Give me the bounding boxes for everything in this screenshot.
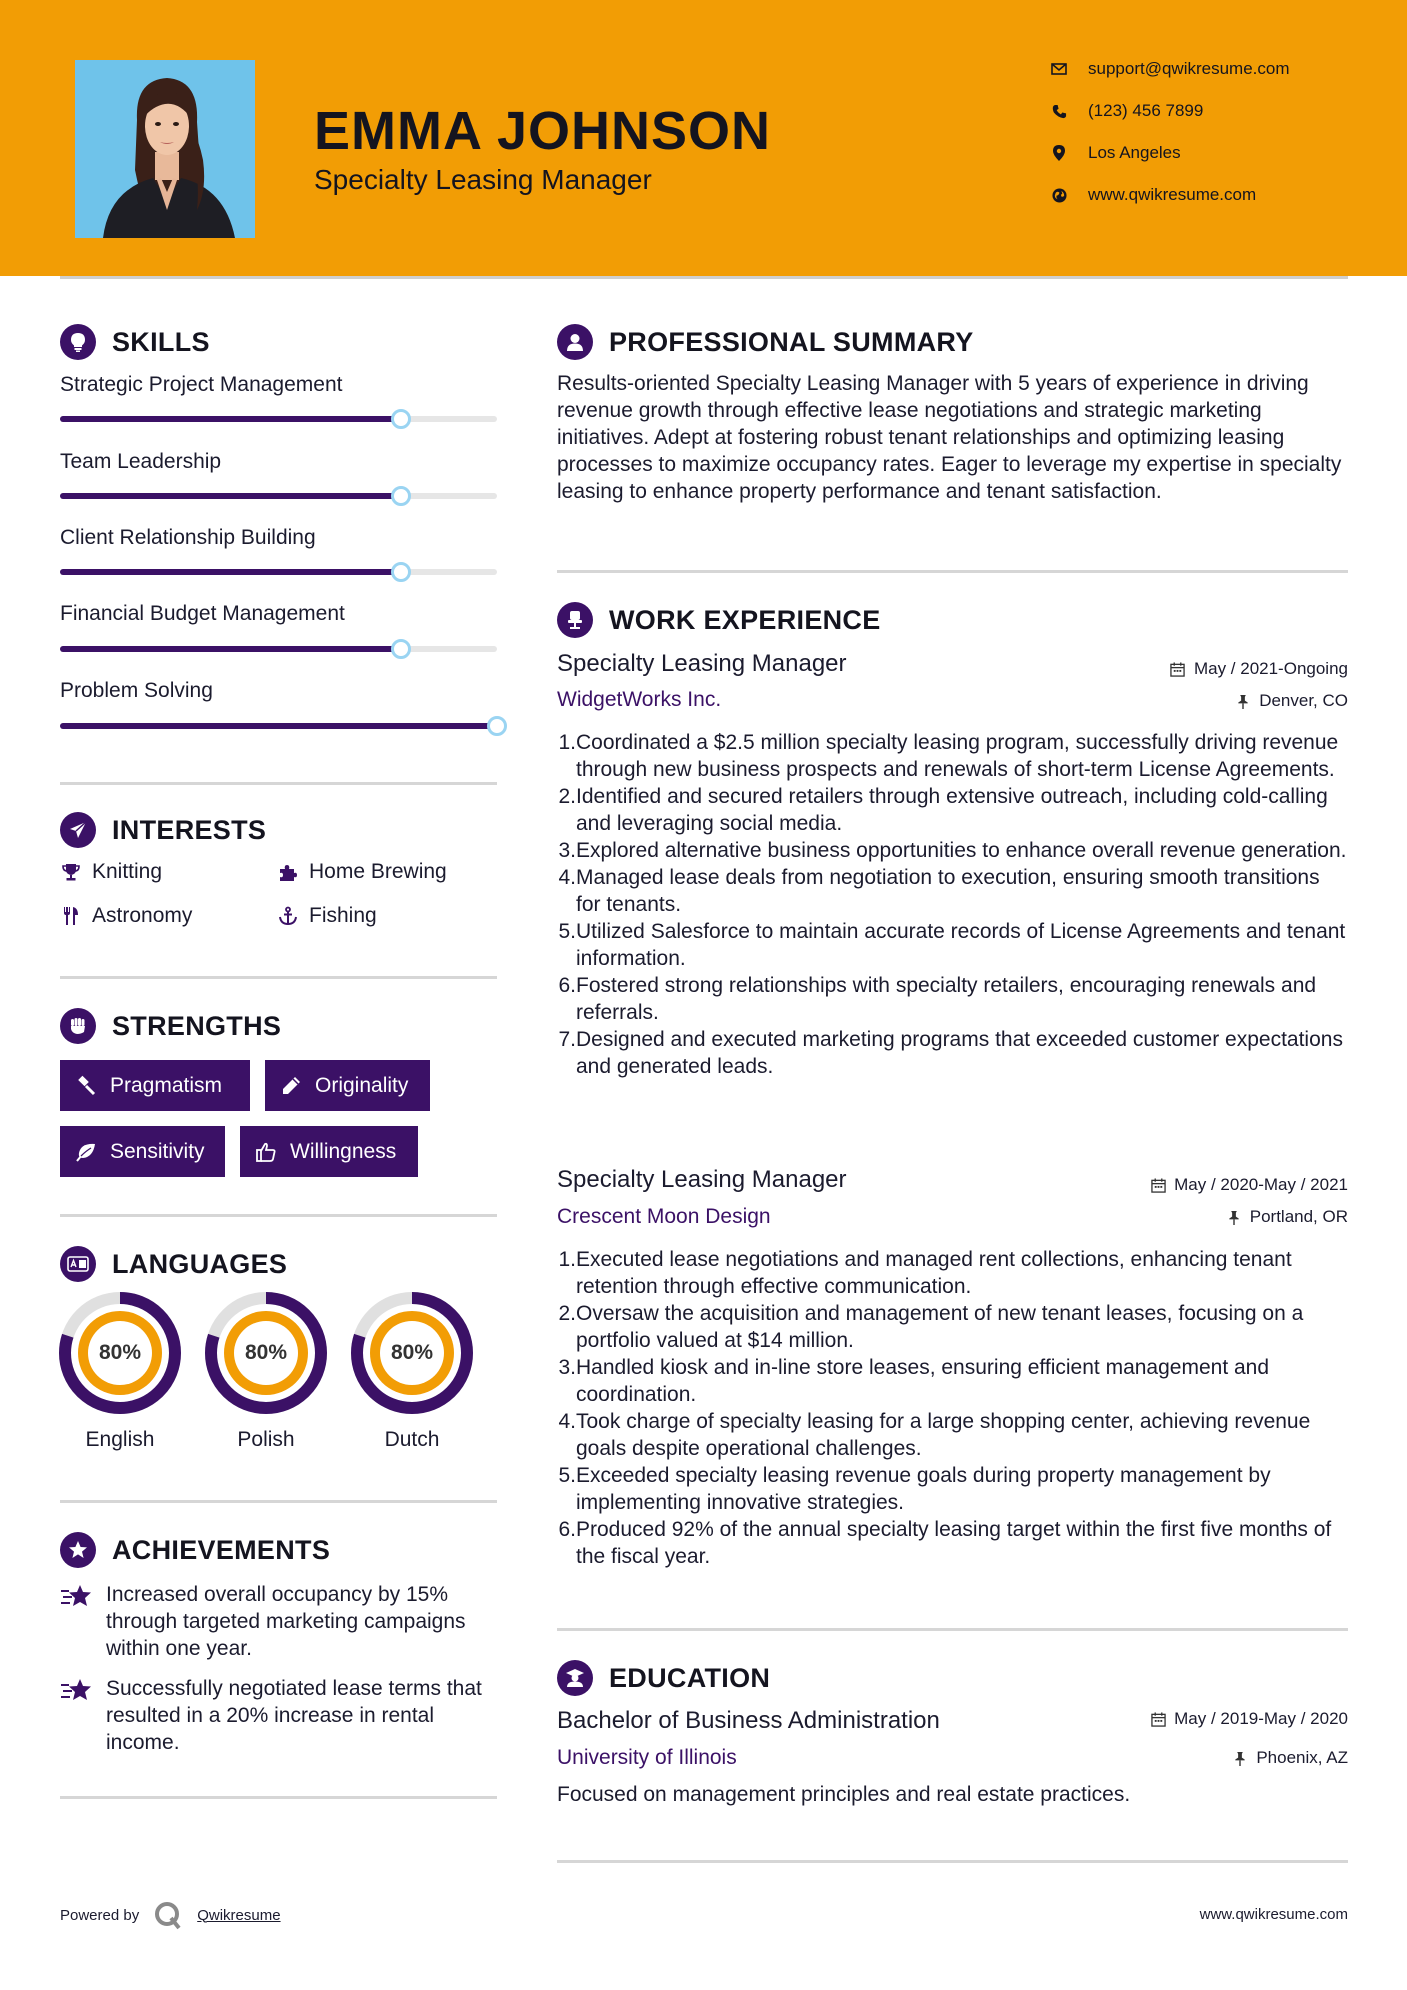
job-dates	[1150, 1175, 1348, 1195]
gavel-icon	[74, 1074, 98, 1098]
responsibility-item: 1. Executed lease negotiations and managed rent collections, enhancing tenant retention through effective communication.	[558, 1248, 1292, 1298]
languages-title: LANGUAGES	[112, 1248, 288, 1279]
responsibility-item: 4. Managed lease deals from negotiation to execution, ensuring smooth transitions for tenants.	[558, 866, 1320, 916]
job-title: Specialty Leasing Manager	[557, 1166, 847, 1193]
responsibility-item: 5. Utilized Salesforce to maintain accurate records of License Agreements and tenant information.	[558, 920, 1346, 970]
job-location-text: Denver, CO	[1259, 691, 1348, 710]
phone-icon	[1050, 102, 1068, 120]
education-dates	[1150, 1709, 1348, 1729]
experience-title: WORK EXPERIENCE	[609, 604, 881, 635]
responsibility-item: 4. Took charge of specialty leasing for a large shopping center, achieving revenue goals despite operational challenges.	[558, 1410, 1311, 1460]
strength-label: Sensitivity	[110, 1139, 205, 1163]
experience-heading	[557, 602, 881, 638]
job-location-text: Portland, OR	[1249, 1207, 1348, 1226]
language-percent: 80%	[244, 1341, 288, 1364]
education-location-text: Phoenix, AZ	[1256, 1748, 1348, 1767]
contact-website[interactable]	[1050, 185, 1256, 205]
language-item	[59, 1292, 181, 1451]
achievement-text: Successfully negotiated lease terms that resulted in a 20% increase in rental income.	[106, 1677, 482, 1754]
section-divider	[60, 976, 497, 979]
pushpin-icon	[1226, 1209, 1242, 1225]
section-divider	[60, 1796, 497, 1799]
interests-title: INTERESTS	[112, 814, 267, 845]
skills-title: SKILLS	[112, 326, 210, 357]
responsibility-item: 6. Fostered strong relationships with specialty retailers, encouraging renewals and referrals.	[558, 974, 1317, 1024]
job-title: Specialty Leasing Manager	[557, 650, 847, 677]
skill-bar	[60, 723, 497, 729]
interests-heading	[60, 812, 266, 848]
skill-label: Problem Solving	[60, 679, 213, 702]
interest-label: Astronomy	[92, 904, 193, 927]
contact-email-text: support@qwikresume.com	[1088, 59, 1290, 78]
leaf-icon	[74, 1140, 98, 1164]
education-heading	[557, 1660, 770, 1696]
strength-label: Originality	[315, 1073, 409, 1097]
section-divider	[60, 1500, 497, 1503]
education-school: University of Illinois	[557, 1746, 737, 1769]
job-location	[1235, 691, 1348, 711]
pushpin-icon	[1232, 1750, 1248, 1766]
contact-phone[interactable]	[1050, 101, 1203, 121]
skill-label: Team Leadership	[60, 450, 222, 473]
language-name: Dutch	[384, 1428, 440, 1451]
shooting-star-icon	[60, 1675, 94, 1705]
paper-plane-icon	[60, 812, 96, 848]
anchor-icon	[277, 905, 299, 927]
job-company: Crescent Moon Design	[557, 1205, 771, 1228]
footer-powered-by	[60, 1900, 281, 1930]
language-percent: 80%	[390, 1341, 434, 1364]
strength-badge	[60, 1126, 225, 1177]
interest-item	[277, 904, 377, 928]
strength-badge	[240, 1126, 418, 1177]
contact-website-text: www.qwikresume.com	[1088, 185, 1257, 204]
interest-item	[60, 860, 162, 884]
responsibility-item: 2. Oversaw the acquisition and management of new tenant leases, focusing on a portfolio valued at $14 million.	[558, 1302, 1304, 1352]
section-divider	[60, 1214, 497, 1217]
responsibility-item: 3. Explored alternative business opportunities to enhance overall revenue generation.	[558, 839, 1347, 862]
strength-label: Willingness	[290, 1139, 397, 1163]
header-banner	[0, 0, 1407, 276]
job-responsibilities	[557, 729, 1347, 1080]
contact-email[interactable]	[1050, 59, 1290, 79]
achievement-text: Increased overall occupancy by 15% through targeted marketing campaigns within one year.	[106, 1583, 466, 1660]
interest-item	[277, 860, 447, 884]
strengths-title: STRENGTHS	[112, 1010, 282, 1041]
shooting-star-icon	[60, 1581, 94, 1611]
skill-bar	[60, 569, 497, 575]
qwikresume-logo-icon	[153, 1900, 183, 1930]
section-divider	[557, 1860, 1348, 1863]
interest-item	[60, 904, 192, 928]
responsibility-item: 7. Designed and executed marketing programs that exceeded customer expectations and generated leads.	[558, 1028, 1343, 1078]
strength-badge	[265, 1060, 430, 1111]
skill-bar-fill	[60, 493, 401, 499]
job-dates-text: May / 2021-Ongoing	[1193, 659, 1348, 678]
map-pin-icon	[1050, 144, 1068, 162]
utensils-icon	[60, 905, 82, 927]
skill-bar-knob	[487, 716, 507, 736]
summary-text: Results-oriented Specialty Leasing Manager with 5 years of experience in driving revenue growth through effective lease negotiations and strategic marketing initiatives. Adept at fostering robust tenant relationships and optimizing leasing processes to maximize occupancy rates. Eager to leverage my expertise in specialty leasing to enhance property performance and tenant satisfaction.	[557, 372, 1342, 503]
job-location	[1226, 1207, 1348, 1227]
responsibility-item: 5. Exceeded specialty leasing revenue goals during property management by implementing innovative strategies.	[558, 1464, 1271, 1514]
education-title: EDUCATION	[609, 1662, 771, 1693]
language-name: English	[85, 1428, 155, 1451]
user-icon	[557, 324, 593, 360]
candidate-role: Specialty Leasing Manager	[314, 164, 652, 195]
skill-bar-fill	[60, 569, 401, 575]
responsibility-item: 6. Produced 92% of the annual specialty leasing target within the first five months of the fiscal year.	[558, 1518, 1332, 1568]
interest-label: Home Brewing	[309, 860, 447, 883]
interest-label: Knitting	[92, 860, 163, 883]
calendar-icon	[1150, 1177, 1166, 1193]
graduate-icon	[557, 1660, 593, 1696]
summary-title: PROFESSIONAL SUMMARY	[609, 326, 974, 357]
skill-bar-knob	[391, 409, 411, 429]
qwikresume-link[interactable]: Qwikresume	[197, 1906, 281, 1924]
language-item	[351, 1292, 473, 1451]
contact-phone-text: (123) 456 7899	[1088, 101, 1204, 120]
skill-bar	[60, 646, 497, 652]
calendar-icon	[1170, 661, 1186, 677]
thumbs-up-icon	[254, 1140, 278, 1164]
strength-badge	[60, 1060, 250, 1111]
education-dates-text: May / 2019-May / 2020	[1174, 1709, 1348, 1728]
responsibility-item: 2. Identified and secured retailers through extensive outreach, including cold-calling and leveraging social media.	[558, 785, 1328, 835]
skill-label: Client Relationship Building	[60, 526, 316, 549]
puzzle-icon	[277, 861, 299, 883]
candidate-name: EMMA JOHNSON	[314, 101, 772, 161]
contact-location-text: Los Angeles	[1088, 143, 1181, 162]
footer-website[interactable]: www.qwikresume.com	[1199, 1906, 1348, 1923]
job-responsibilities	[557, 1246, 1347, 1570]
skill-bar-knob	[391, 562, 411, 582]
language-name: Polish	[237, 1428, 295, 1451]
education-degree: Bachelor of Business Administration	[557, 1707, 940, 1734]
skill-bar	[60, 416, 497, 422]
skill-bar-fill	[60, 646, 401, 652]
language-icon	[60, 1246, 96, 1282]
responsibility-item: 3. Handled kiosk and in-line store leases, ensuring efficient management and coordination.	[558, 1356, 1270, 1406]
skill-bar-knob	[391, 486, 411, 506]
interest-label: Fishing	[309, 904, 377, 927]
strengths-heading	[60, 1008, 281, 1044]
powered-by-text: Powered by	[60, 1906, 140, 1924]
skill-bar-knob	[391, 639, 411, 659]
job-dates	[1170, 659, 1348, 679]
header-divider	[60, 276, 1348, 279]
skill-label: Financial Budget Management	[60, 602, 345, 625]
achievements-heading	[60, 1532, 330, 1568]
language-percent: 80%	[98, 1341, 142, 1364]
pushpin-icon	[1235, 693, 1251, 709]
star-badge-icon	[60, 1532, 96, 1568]
achievements-title: ACHIEVEMENTS	[112, 1534, 331, 1565]
profile-photo	[75, 60, 255, 238]
lightbulb-icon	[60, 324, 96, 360]
achievement-item	[60, 1675, 500, 1756]
achievement-item	[60, 1581, 500, 1662]
languages-heading	[60, 1246, 287, 1282]
section-divider	[557, 570, 1348, 573]
skills-heading	[60, 324, 210, 360]
section-divider	[557, 1628, 1348, 1631]
job-company: WidgetWorks Inc.	[557, 688, 722, 711]
office-chair-icon	[557, 602, 593, 638]
globe-icon	[1050, 186, 1068, 204]
responsibility-item: 1. Coordinated a $2.5 million specialty leasing program, successfully driving revenue through new business prospects and renewals of short-term License Agreements.	[558, 731, 1339, 781]
summary-heading	[557, 324, 974, 360]
skill-bar-fill	[60, 416, 401, 422]
trophy-icon	[60, 861, 82, 883]
education-location	[1232, 1748, 1348, 1768]
envelope-icon	[1050, 60, 1068, 78]
section-divider	[60, 782, 497, 785]
skill-bar	[60, 493, 497, 499]
language-item	[205, 1292, 327, 1451]
pencil-icon	[279, 1074, 303, 1098]
education-description: Focused on management principles and real estate practices.	[557, 1783, 1131, 1806]
calendar-icon	[1150, 1711, 1166, 1727]
skill-bar-fill	[60, 723, 497, 729]
fist-icon	[60, 1008, 96, 1044]
skill-label: Strategic Project Management	[60, 373, 343, 396]
job-dates-text: May / 2020-May / 2021	[1174, 1175, 1348, 1194]
strength-label: Pragmatism	[110, 1073, 223, 1097]
contact-location	[1050, 143, 1181, 163]
